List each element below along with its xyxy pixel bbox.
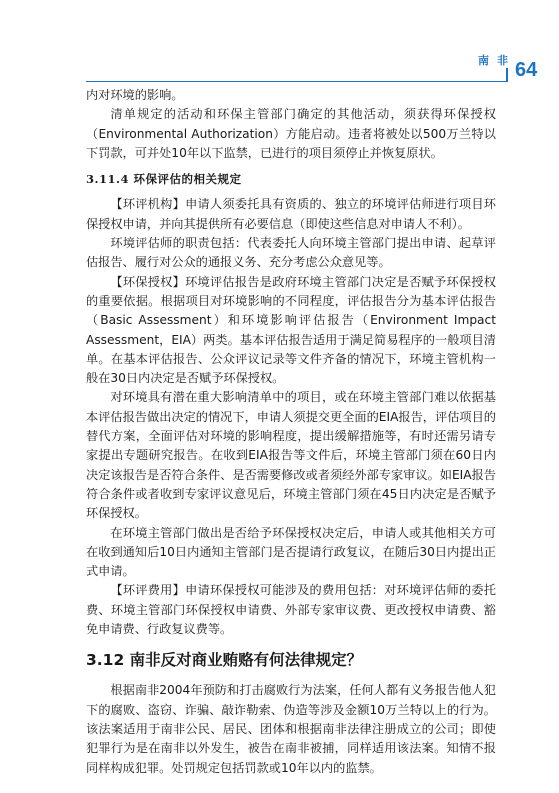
paragraph-environmental-authorization: 【环保授权】环境评估报告是政府环境主管部门决定是否赋予环保授权的重要依据。根据项目对环境影响的不同程度，评估报告分为基本评估报告（Basic Assessment）和环境影响评估报告（Environment Impact Assessment，EIA）两类。基本评估报告适用于满足简易程序的一般项目清单。在基本评估报告、公众评议记录等文件齐备的情况下，环境主管机构一般在30日内决定是否赋予环保授权。 xyxy=(86,274,496,386)
paragraph-continued: 内对环境的影响。 xyxy=(86,88,184,102)
paragraph-appeal: 在环境主管部门做出是否给予环保授权决定后，申请人或其他相关方可在收到通知后10日内通知主管部门是否提请行政复议，在随后30日内提出正式申请。 xyxy=(86,525,496,579)
page-body xyxy=(86,86,496,778)
paragraph-assessment-agency: 【环评机构】申请人须委托具有资质的、独立的环境评估师进行项目环保授权申请，并向其提供所有必要信息（即使这些信息对申请人不利）。 xyxy=(86,197,496,231)
paragraph-authorization-penalty: 清单规定的活动和环保主管部门确定的其他活动，须获得环保授权（Environmental Authorization）方能启动。违者将被处以500万兰特以下罚款，可并处10年以下监禁，已进行的项目须停止并恢复原状。 xyxy=(86,107,496,160)
paragraph-assessor-duties: 环境评估师的职责包括：代表委托人向环境主管部门提出申请、起草评估报告、履行对公众的通报义务、充分考虑公众意见等。 xyxy=(86,236,496,270)
paragraph-assessment-fees: 【环评费用】申请环保授权可能涉及的费用包括：对环境评估师的委托费、环境主管部门环保授权申请费、外部专家审议费、更改授权申请费、豁免申请费、行政复议费等。 xyxy=(86,583,496,637)
page-number: 64 xyxy=(515,59,538,81)
page-header xyxy=(0,0,559,84)
header-rule-tick xyxy=(506,68,508,82)
paragraph-eia-report: 对环境具有潜在重大影响清单中的项目，或在环境主管部门难以依据基本评估报告做出决定的情况下，申请人须提交更全面的EIA报告，评估项目的替代方案，全面评估对环境的影响程度，提出缓解措施等，有时还需另请专家提出专题研究报告。在收到EIA报告等文件后，环境主管部门须在60日内决定该报告是否符合条件、是否需要修改或者须经外部专家审议。如EIA报告符合条件或者收到专家评议意见后，环境主管部门须在45日内决定是否赋予环保授权。 xyxy=(86,390,496,521)
paragraph-anti-bribery: 根据南非2004年预防和打击腐败行为法案，任何人都有义务报告他人犯下的腐败、盗窃、诈骗、敲诈勒索、伪造等涉及金额10万兰特以上的行为。该法案适用于南非公民、居民、团体和根据南非法律注册成立的公司；即使犯罪行为是在南非以外发生，被告在南非被捕，同样适用该法案。知情不报同样构成犯罪。处罚规定包括罚款或10年以内的监禁。 xyxy=(86,683,496,775)
section-heading-3-11-4: 3.11.4 环保评估的相关规定 xyxy=(86,172,242,187)
header-rule xyxy=(86,81,506,82)
section-heading-3-12: 3.12 南非反对商业贿赂有何法律规定？ xyxy=(86,651,363,670)
header-country: 南非 xyxy=(478,54,516,67)
